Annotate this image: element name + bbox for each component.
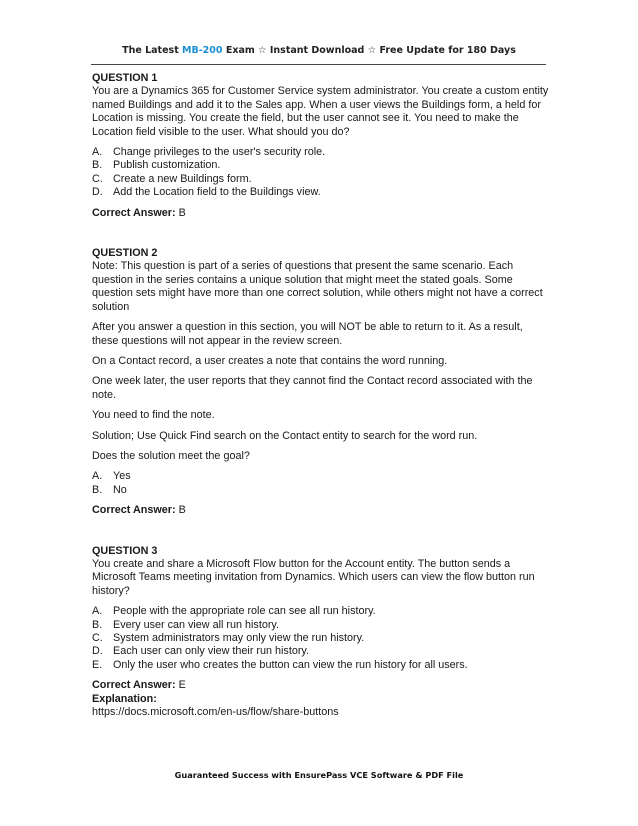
option-text: Create a new Buildings form. xyxy=(113,172,252,185)
option-text: System administrators may only view the run history. xyxy=(113,632,365,644)
correct-answer-label: Correct Answer: xyxy=(92,679,176,692)
header-exam-code: MB-200 xyxy=(182,45,223,56)
page-header xyxy=(0,45,638,56)
explanation xyxy=(92,693,552,706)
answer-option xyxy=(92,619,552,632)
header-divider xyxy=(91,64,546,65)
option-letter: B. xyxy=(92,483,103,496)
question-1 xyxy=(92,72,552,220)
answer-option xyxy=(92,470,552,483)
question-title: QUESTION 2 xyxy=(92,247,158,260)
answer-option xyxy=(92,645,552,658)
correct-answer-value: E xyxy=(178,679,186,692)
question-stem: You create and share a Microsoft Flow button for the Account entity. The button sends a Microsoft Teams meeting invitation from Dynamics. Which users can view the flow button run history? xyxy=(92,557,535,597)
answer-option xyxy=(92,605,552,618)
question-paragraph: Does the solution meet the goal? xyxy=(92,449,250,462)
explanation-link[interactable]: https://docs.microsoft.com/en-us/flow/share-buttons xyxy=(92,706,339,719)
correct-answer xyxy=(92,207,552,220)
answer-option xyxy=(92,186,552,199)
option-letter: B. xyxy=(92,618,103,631)
option-letter: B. xyxy=(92,159,103,172)
option-text: Only the user who creates the button can view the run history for all users. xyxy=(113,658,468,671)
answer-option xyxy=(92,146,552,159)
option-text: Each user can only view their run history. xyxy=(113,645,310,658)
answer-option xyxy=(92,159,552,172)
option-letter: C. xyxy=(92,172,103,185)
correct-answer xyxy=(92,679,552,692)
answer-options xyxy=(92,470,552,497)
question-paragraph: Note: This question is part of a series of questions that present the same scenario. Each question in the series contains a unique solution that might meet the stated goals. Some question sets might have more than one correct solution, while others might not have a correct solution xyxy=(92,260,543,313)
correct-answer xyxy=(92,504,552,517)
question-title: QUESTION 1 xyxy=(92,72,158,84)
option-letter: D. xyxy=(92,645,103,658)
option-text: Add the Location field to the Buildings view. xyxy=(113,186,321,199)
answer-option xyxy=(92,659,552,672)
explanation-label: Explanation: xyxy=(92,692,157,705)
page-footer: Guaranteed Success with EnsurePass VCE Software & PDF File xyxy=(174,770,464,780)
option-text: Yes xyxy=(113,470,131,483)
answer-options xyxy=(92,146,552,200)
header-suffix: Exam ☆ Instant Download ☆ Free Update for 180 Days xyxy=(222,45,516,56)
answer-option xyxy=(92,484,552,497)
correct-answer-value: B xyxy=(178,206,186,219)
header-prefix: The Latest xyxy=(122,45,183,56)
correct-answer-label: Correct Answer: xyxy=(92,504,176,517)
answer-option xyxy=(92,173,552,186)
option-letter: A. xyxy=(92,146,103,159)
questions-content xyxy=(92,72,552,719)
question-paragraph: Solution; Use Quick Find search on the Contact entity to search for the word run. xyxy=(92,429,478,442)
correct-answer-label: Correct Answer: xyxy=(92,206,176,219)
question-paragraph: On a Contact record, a user creates a note that contains the word running. xyxy=(92,354,448,367)
answer-option xyxy=(92,632,552,645)
option-letter: E. xyxy=(92,658,103,671)
correct-answer-value: B xyxy=(178,504,186,517)
option-letter: D. xyxy=(92,186,103,199)
option-text: Every user can view all run history. xyxy=(113,618,280,631)
question-paragraph: You need to find the note. xyxy=(92,409,215,422)
option-letter: C. xyxy=(92,632,103,644)
answer-options xyxy=(92,605,552,672)
question-3 xyxy=(92,545,552,720)
option-letter: A. xyxy=(92,470,103,483)
question-paragraph: After you answer a question in this section, you will NOT be able to return to it. As a result, these questions will not appear in the review screen. xyxy=(92,321,523,347)
question-paragraph: One week later, the user reports that they cannot find the Contact record associated with the note. xyxy=(92,375,533,401)
question-2 xyxy=(92,247,552,518)
question-title: QUESTION 3 xyxy=(92,544,158,557)
option-letter: A. xyxy=(92,605,103,618)
option-text: No xyxy=(113,483,127,496)
option-text: People with the appropriate role can see all run history. xyxy=(113,605,376,618)
option-text: Publish customization. xyxy=(113,159,221,172)
question-stem: You are a Dynamics 365 for Customer Service system administrator. You create a custom entity named Buildings and add it to the Sales app. When a user views the Buildings form, a held for Location is missing. You create the field, but the user cannot see it. You need to make the Location field visible to the user. What should you do? xyxy=(92,85,549,138)
option-text: Change privileges to the user's security role. xyxy=(113,146,326,159)
